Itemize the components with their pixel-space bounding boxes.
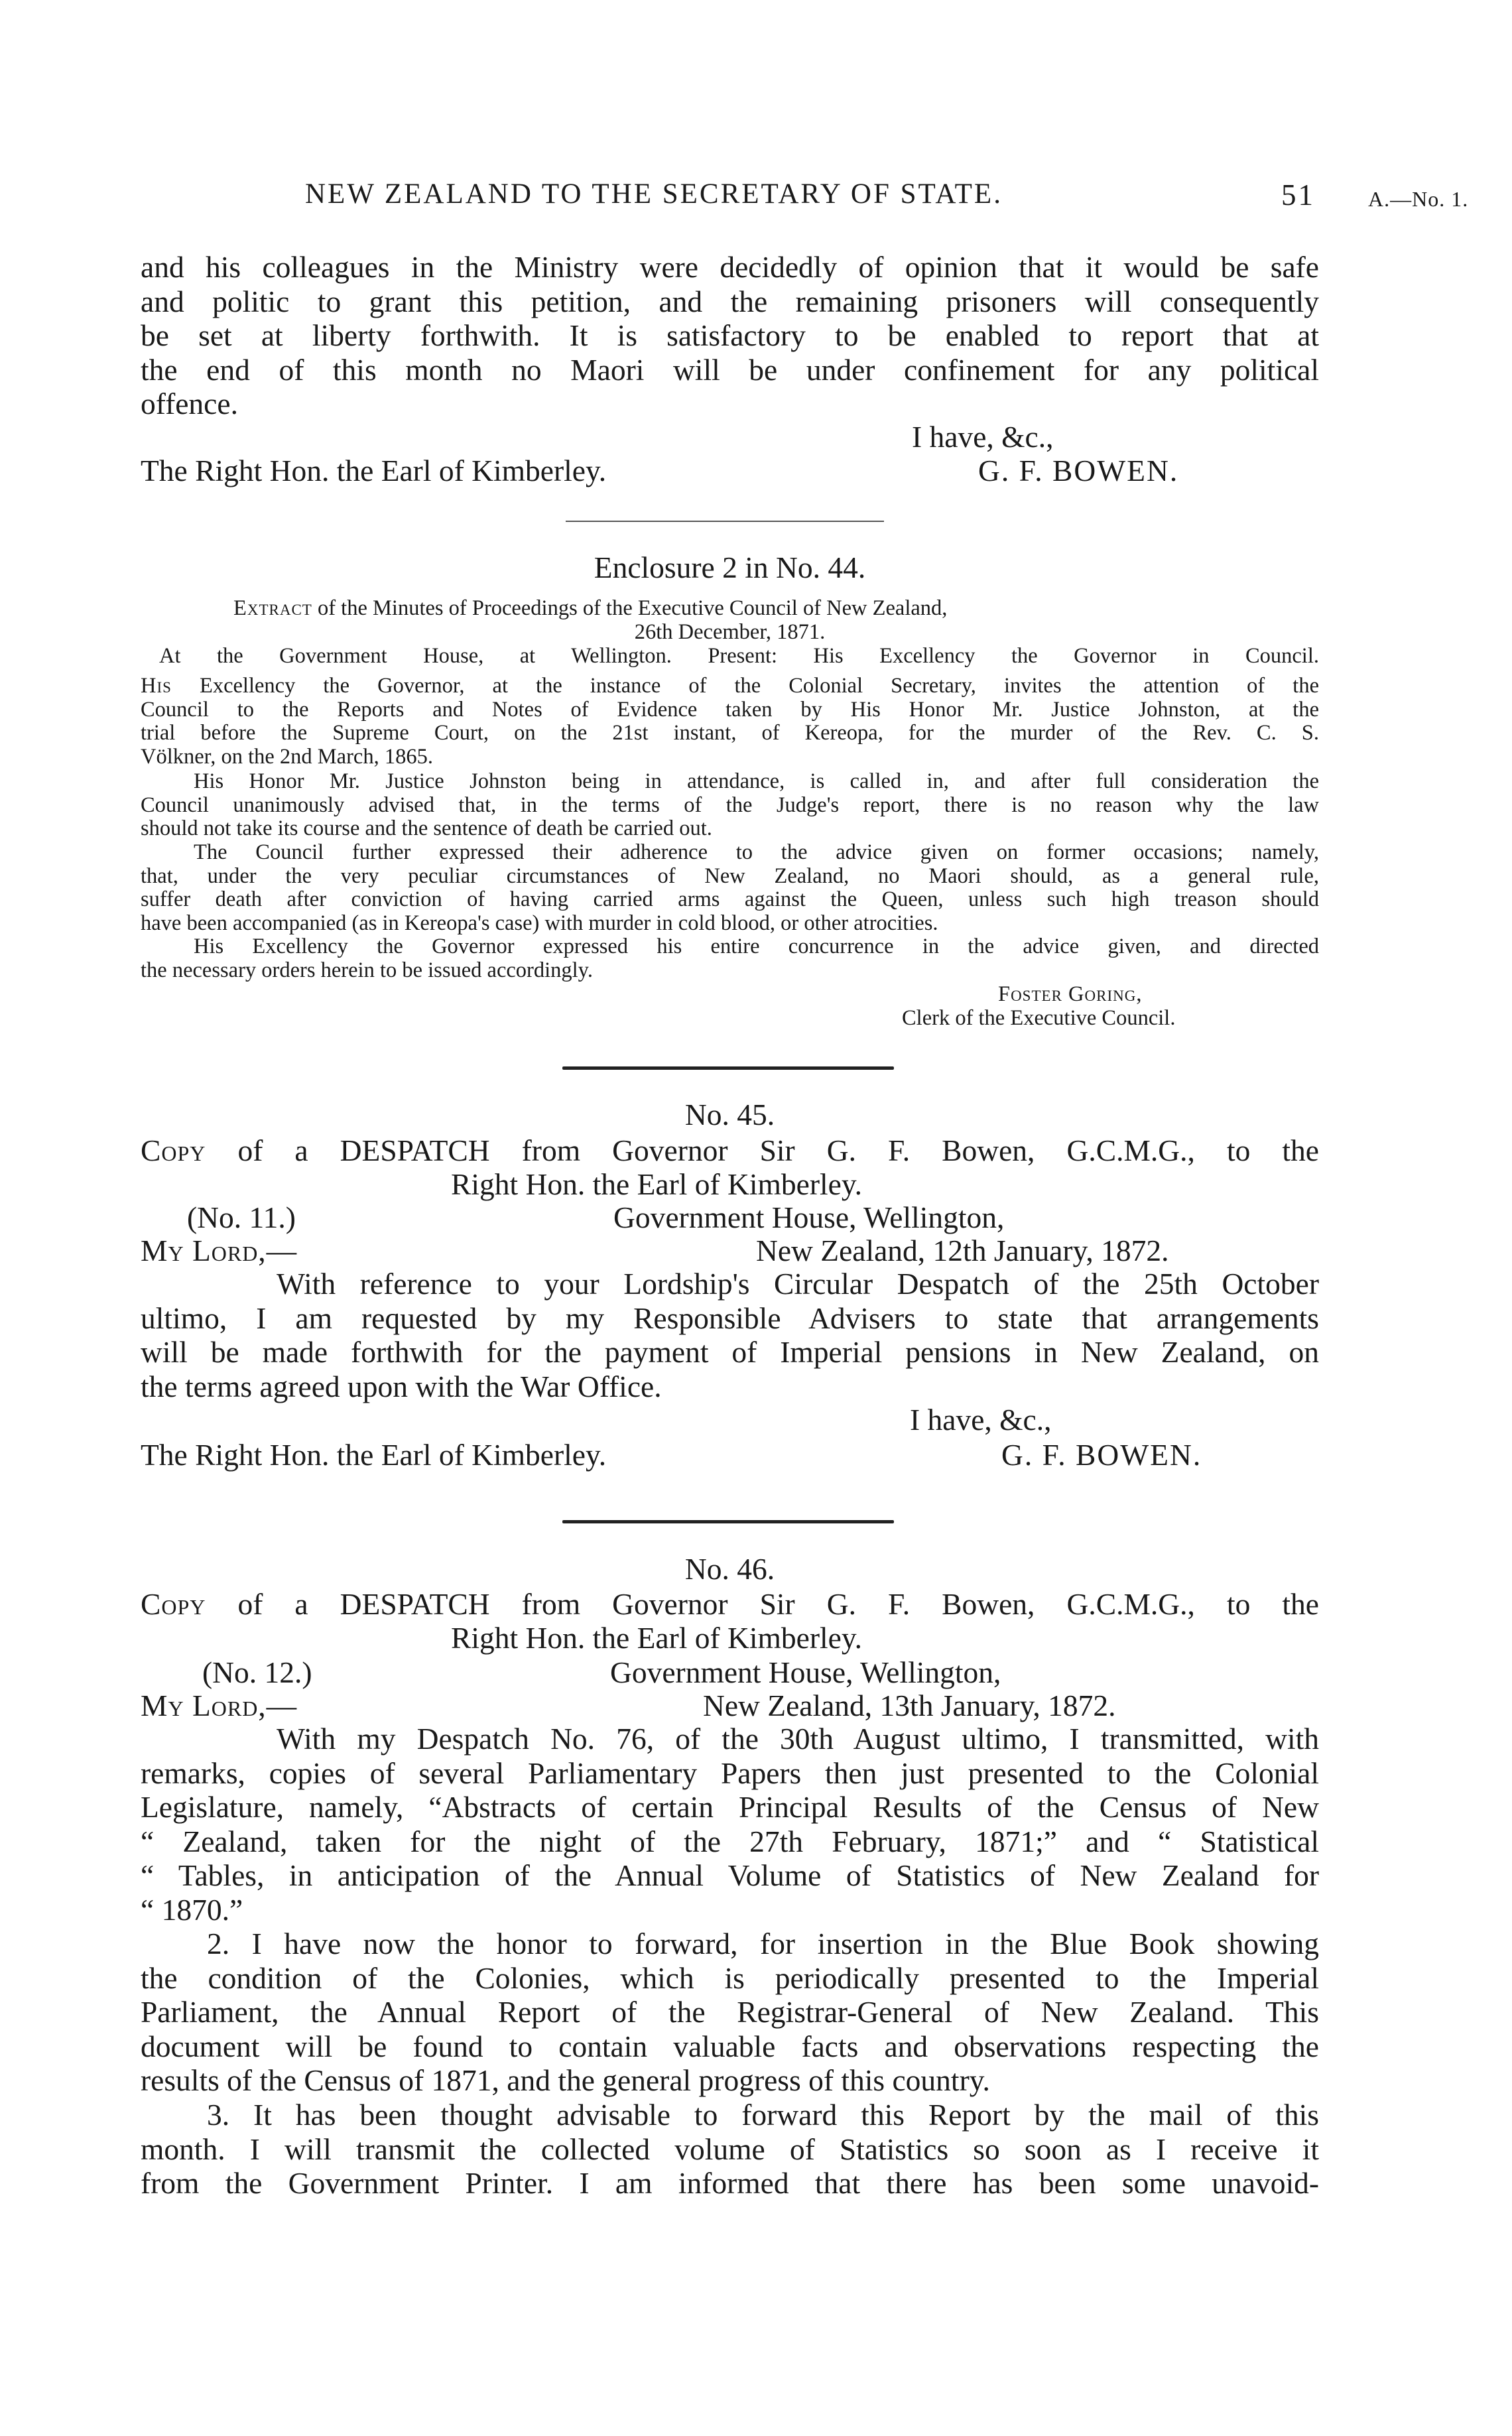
despatch-46-place: Government House, Wellington, bbox=[610, 1655, 1001, 1689]
despatch-45-title-line-2: Right Hon. the Earl of Kimberley. bbox=[451, 1167, 863, 1201]
text-line: “ 1870.” bbox=[141, 1892, 243, 1927]
despatch-46-paragraph-2 bbox=[141, 1927, 1319, 2098]
despatch-45-date: New Zealand, 12th January, 1872. bbox=[756, 1234, 1169, 1267]
despatch-46-date: New Zealand, 13th January, 1872. bbox=[703, 1689, 1116, 1722]
signature: G. F. BOWEN. bbox=[1001, 1438, 1202, 1472]
text-line: have been accompanied (as in Kereopa's case) with murder in cold blood, or other atrocities. bbox=[141, 911, 938, 935]
text-line: 2. I have now the honor to forward, for insertion in the Blue Book showing bbox=[207, 1927, 1319, 1960]
closing-formula: I have, &c., bbox=[912, 420, 1054, 454]
signature: G. F. BOWEN. bbox=[978, 454, 1179, 487]
text-line: that, under the very peculiar circumstances of New Zealand, no Maori should, as a general rule, bbox=[141, 864, 1319, 888]
text-line: The Council further expressed their adherence to the advice given on former occasions; namely, bbox=[194, 840, 1319, 864]
text-line: month. I will transmit the collected volume of Statistics so soon as I receive it bbox=[141, 2132, 1319, 2166]
text-line: His Excellency the Governor expressed his entire concurrence in the advice given, and directed bbox=[194, 934, 1319, 958]
text-line: With my Despatch No. 76, of the 30th August ultimo, I transmitted, with bbox=[277, 1722, 1319, 1756]
enclosure-signer: Foster Goring, bbox=[998, 982, 1143, 1006]
despatch-46-number: (No. 12.) bbox=[202, 1655, 312, 1689]
text-line: the terms agreed upon with the War Office. bbox=[141, 1369, 662, 1403]
extract-date: 26th December, 1871. bbox=[634, 620, 826, 644]
text-line: from the Government Printer. I am informed that there has been some unavoid- bbox=[141, 2166, 1319, 2200]
closing-formula: I have, &c., bbox=[910, 1403, 1052, 1437]
despatch-46-heading: No. 46. bbox=[684, 1552, 775, 1586]
despatch-45-body bbox=[141, 1267, 1319, 1403]
text-line: With reference to your Lordship's Circular Despatch of the 25th October bbox=[277, 1267, 1319, 1301]
section-divider bbox=[566, 521, 884, 522]
despatch-45-place: Government House, Wellington, bbox=[613, 1200, 1005, 1234]
despatch-46-salutation: My Lord,— bbox=[141, 1689, 298, 1722]
text-span: of a DESPATCH from Governor Sir G. F. Bowen, G.C.M.G., to the bbox=[237, 1587, 1320, 1621]
despatch-45-heading: No. 45. bbox=[684, 1098, 775, 1131]
despatch-46-paragraph-3 bbox=[141, 2098, 1319, 2201]
text-span: of a DESPATCH from Governor Sir G. F. Bowen, G.C.M.G., to the bbox=[237, 1133, 1320, 1167]
text-line: Council unanimously advised that, in the terms of the Judge's report, there is no reason why the law bbox=[141, 793, 1319, 817]
section-divider bbox=[562, 1520, 894, 1523]
text-line: Völkner, on the 2nd March, 1865. bbox=[141, 744, 433, 769]
text-line: Legislature, namely, “Abstracts of certain Principal Results of the Census of New bbox=[141, 1790, 1319, 1824]
text-line: the condition of the Colonies, which is periodically presented to the Imperial bbox=[141, 1960, 1319, 1995]
extract-text: of the Minutes of Proceedings of the Executive Council of New Zealand, bbox=[317, 596, 948, 620]
despatch-46-paragraph-1 bbox=[141, 1722, 1319, 1927]
text-line: Council to the Reports and Notes of Evidence taken by His Honor Mr. Justice Johnston, at the bbox=[141, 697, 1319, 722]
despatch-45-title-line-1 bbox=[141, 1133, 1319, 1168]
enclosure-paragraph-4 bbox=[141, 935, 1319, 982]
despatch-46-title-line-2: Right Hon. the Earl of Kimberley. bbox=[451, 1621, 863, 1655]
intro-paragraph bbox=[141, 250, 1319, 421]
paragraph-lead: His bbox=[141, 674, 172, 698]
text-line: “ Zealand, taken for the night of the 27th February, 1871;” and “ Statistical bbox=[141, 1824, 1319, 1858]
text-line: and his colleagues in the Ministry were decidedly of opinion that it would be safe bbox=[141, 250, 1319, 284]
despatch-45-number: (No. 11.) bbox=[187, 1200, 296, 1234]
present-line: At the Government House, at Wellington. Present: His Excellency the Governor in Council. bbox=[159, 644, 1319, 668]
text-line: the necessary orders herein to be issued accordingly. bbox=[141, 958, 593, 982]
despatch-46-title-line-1 bbox=[141, 1587, 1319, 1622]
enclosure-signer-title: Clerk of the Executive Council. bbox=[902, 1006, 1176, 1030]
text-line: will be made forthwith for the payment of Imperial pensions in New Zealand, on bbox=[141, 1335, 1319, 1369]
addressee: The Right Hon. the Earl of Kimberley. bbox=[141, 454, 607, 487]
text-line: offence. bbox=[141, 387, 238, 420]
despatch-45-salutation: My Lord,— bbox=[141, 1234, 298, 1267]
page-number: 51 bbox=[1281, 178, 1315, 212]
text-span: Excellency the Governor, at the instance of the Colonial Secretary, invites the attention of the bbox=[199, 674, 1319, 698]
enclosure-heading: Enclosure 2 in No. 44. bbox=[594, 550, 866, 584]
copy-label: Copy bbox=[141, 1133, 206, 1167]
document-reference: A.—No. 1. bbox=[1368, 187, 1469, 211]
text-line: suffer death after conviction of having carried arms against the Queen, unless such high treason should bbox=[141, 887, 1319, 911]
text-line bbox=[141, 674, 1319, 698]
text-line: trial before the Supreme Court, on the 21st instant, of Kereopa, for the murder of the Rev. C. S. bbox=[141, 721, 1319, 745]
text-line: Parliament, the Annual Report of the Registrar-General of New Zealand. This bbox=[141, 1995, 1319, 2029]
text-line: should not take its course and the sentence of death be carried out. bbox=[141, 816, 712, 840]
running-header-title: NEW ZEALAND TO THE SECRETARY OF STATE. bbox=[305, 178, 1003, 210]
text-line: document will be found to contain valuable facts and observations respecting the bbox=[141, 2029, 1319, 2063]
text-line: “ Tables, in anticipation of the Annual Volume of Statistics of New Zealand for bbox=[141, 1858, 1319, 1892]
text-line: be set at liberty forthwith. It is satisfactory to be enabled to report that at bbox=[141, 318, 1319, 352]
text-line: and politic to grant this petition, and the remaining prisoners will consequently bbox=[141, 284, 1319, 318]
text-line: His Honor Mr. Justice Johnston being in attendance, is called in, and after full consideration the bbox=[194, 769, 1319, 793]
section-divider bbox=[562, 1066, 894, 1070]
enclosure-paragraph-1 bbox=[141, 674, 1319, 769]
enclosure-paragraph-2 bbox=[141, 770, 1319, 841]
text-line: results of the Census of 1871, and the general progress of this country. bbox=[141, 2063, 990, 2097]
extract-label: Extract bbox=[233, 596, 312, 620]
text-line: ultimo, I am requested by my Responsible Advisers to state that arrangements bbox=[141, 1301, 1319, 1335]
text-line: 3. It has been thought advisable to forward this Report by the mail of this bbox=[207, 2098, 1319, 2132]
text-line: the end of this month no Maori will be under confinement for any political bbox=[141, 352, 1319, 387]
copy-label: Copy bbox=[141, 1587, 206, 1621]
text-line: remarks, copies of several Parliamentary Papers then just presented to the Colonial bbox=[141, 1756, 1319, 1790]
enclosure-paragraph-3 bbox=[141, 841, 1319, 935]
extract-line-1 bbox=[233, 597, 947, 621]
addressee: The Right Hon. the Earl of Kimberley. bbox=[141, 1438, 607, 1472]
